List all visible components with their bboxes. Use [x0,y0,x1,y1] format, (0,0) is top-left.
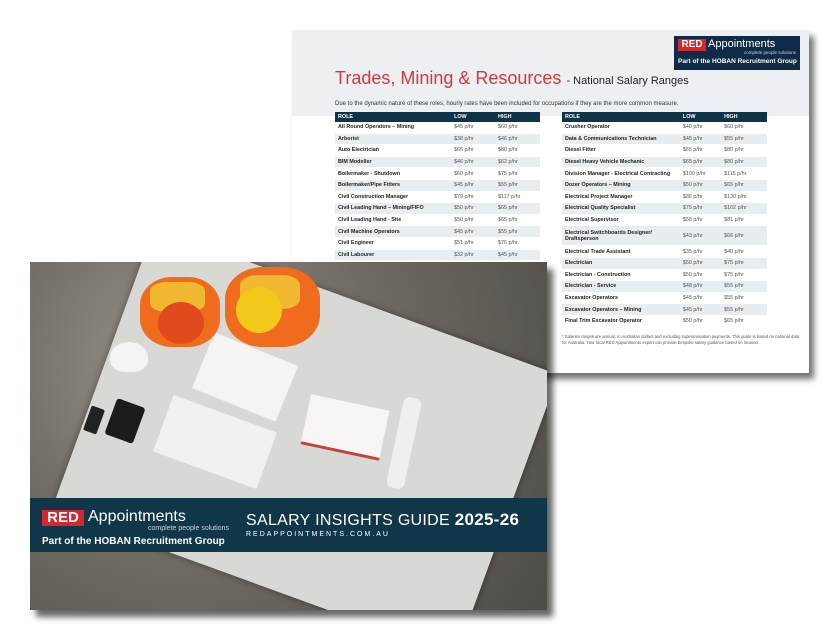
role-cell: Auto Electrician [335,145,451,157]
table-row [335,122,540,133]
page-title-main: Trades, Mining & Resources [335,68,562,88]
role-cell: Electrical Trade Assistant [562,246,680,258]
role-cell: Excavator Operators [562,292,680,304]
high-cell: $102 p/hr [721,203,767,215]
table-row [562,156,767,168]
salary-table-right [562,112,767,328]
high-cell: $40 p/hr [721,246,767,258]
table-row [562,122,767,133]
table-row [562,203,767,215]
table-row [335,156,540,168]
low-cell: $50 p/hr [680,179,721,191]
cover-photo-orange-helmet [158,302,204,344]
logo-red-mark: RED [42,510,84,526]
high-cell: $55 p/hr [721,292,767,304]
high-cell: $65 p/hr [495,203,540,215]
high-cell: $55 p/hr [495,226,540,238]
column-header-low: LOW [680,112,721,122]
role-cell: Diesel Fitter [562,145,680,157]
role-cell: Electrician - Service [562,281,680,293]
high-cell: $46 p/hr [495,133,540,145]
low-cell: $86 p/hr [680,191,721,203]
table-row [335,133,540,145]
logo-appointments-text: Appointments [708,38,776,50]
guide-title-text: SALARY INSIGHTS GUIDE [246,512,450,529]
logo-part-of: Part of the HOBAN Recruitment Group [42,536,225,547]
guide-year: 2025-26 [454,510,520,529]
role-cell: Civil Engineer [335,237,451,249]
role-cell: BIM Modeller [335,156,451,168]
salary-table-left [335,112,540,261]
role-cell: Data & Communications Technician [562,133,680,145]
table-row [562,257,767,269]
table-row [335,191,540,203]
high-cell: $76 p/hr [495,237,540,249]
table-row [562,133,767,145]
role-cell: Arborist [335,133,451,145]
intro-text: Due to the dynamic nature of these roles, hourly rates have been included for occupations if they are the more common measure. [335,101,679,107]
role-cell: Civil Leading Hand – Mining/FIFO [335,203,451,215]
table-row [562,246,767,258]
column-header-low: LOW [451,112,495,122]
cover-photo-white-helmet [110,342,148,372]
guide-title [246,510,519,530]
high-cell: $55 p/hr [721,304,767,316]
red-appointments-logo [674,36,800,70]
low-cell: $46 p/hr [451,156,495,168]
column-header-role: ROLE [335,112,451,122]
high-cell: $80 p/hr [495,145,540,157]
low-cell: $43 p/hr [680,226,721,246]
low-cell: $51 p/hr [451,237,495,249]
table-row [562,281,767,293]
table-row [562,168,767,180]
high-cell: $80 p/hr [721,145,767,157]
logo-tagline: complete people solutions [148,525,229,532]
role-cell: Dozer Operators – Mining [562,179,680,191]
low-cell: $45 p/hr [680,304,721,316]
low-cell: $60 p/hr [451,168,495,180]
table-row [562,179,767,191]
column-header-high: HIGH [495,112,540,122]
role-cell: Boilermaker - Shutdown [335,168,451,180]
table-row [562,145,767,157]
low-cell: $100 p/hr [680,168,721,180]
high-cell: $75 p/hr [495,168,540,180]
table-row [562,304,767,316]
role-cell: Division Manager - Electrical Contracting [562,168,680,180]
low-cell: $65 p/hr [451,145,495,157]
table-row [335,203,540,215]
high-cell: $117 p/hr [495,191,540,203]
low-cell: $50 p/hr [680,315,721,327]
role-cell: Crusher Operator [562,122,680,133]
high-cell: $55 p/hr [721,281,767,293]
role-cell: Civil Leading Hand - Site [335,214,451,226]
cover-title-band [30,498,547,552]
low-cell: $45 p/hr [680,133,721,145]
table-row [335,226,540,238]
role-cell: Diesel Heavy Vehicle Mechanic [562,156,680,168]
role-cell: Excavator Operators – Mining [562,304,680,316]
column-header-role: ROLE [562,112,680,122]
role-cell: Civil Construction Manager [335,191,451,203]
high-cell: $81 p/hr [721,214,767,226]
table-row [562,191,767,203]
role-cell: Civil Machine Operators [335,226,451,238]
table-row [562,226,767,246]
low-cell: $32 p/hr [451,249,495,261]
high-cell: $60 p/hr [495,122,540,133]
table-row [335,145,540,157]
role-cell: Electrical Project Manager [562,191,680,203]
high-cell: $55 p/hr [721,133,767,145]
role-cell: Electrician - Construction [562,269,680,281]
high-cell: $75 p/hr [721,269,767,281]
guide-cover [30,262,547,610]
table-row [562,315,767,327]
footnote: * Salaries ranges are annual, in Australian dollars and excluding superannuation payments. This guide is based on national data for Australia. Your local RED Appointments expert can provide bespoke salary guidance based on location. [562,334,800,345]
high-cell: $75 p/hr [721,257,767,269]
role-cell: All Round Operators – Mining [335,122,451,133]
role-cell: Civil Labourer [335,249,451,261]
low-cell: $75 p/hr [680,203,721,215]
low-cell: $65 p/hr [680,156,721,168]
table-row [335,249,540,261]
logo-appointments-text: Appointments [88,508,186,525]
high-cell: $45 p/hr [495,249,540,261]
website-link[interactable]: REDAPPOINTMENTS.COM.AU [246,531,390,538]
logo-red-mark: RED [678,39,706,51]
low-cell: $38 p/hr [451,133,495,145]
table-row [335,214,540,226]
table-row [562,269,767,281]
logo-tagline: complete people solutions [744,50,797,55]
low-cell: $50 p/hr [680,269,721,281]
table-row [335,179,540,191]
table-row [335,168,540,180]
logo-part-of: Part of the HOBAN Recruitment Group [678,58,797,65]
low-cell: $45 p/hr [451,226,495,238]
low-cell: $50 p/hr [451,214,495,226]
low-cell: $35 p/hr [680,246,721,258]
high-cell: $65 p/hr [721,179,767,191]
low-cell: $58 p/hr [680,214,721,226]
table-row [562,292,767,304]
high-cell: $55 p/hr [495,179,540,191]
high-cell: $66 p/hr [721,226,767,246]
page-subtitle: - National Salary Ranges [566,75,689,87]
table-row [335,237,540,249]
low-cell: $50 p/hr [451,203,495,215]
role-cell: Electrical Supervisor [562,214,680,226]
role-cell: Electrical Quality Specialist [562,203,680,215]
page-title [335,68,689,89]
high-cell: $115 p/hr [721,168,767,180]
low-cell: $79 p/hr [451,191,495,203]
role-cell: Final Trim Excavator Operator [562,315,680,327]
high-cell: $62 p/hr [495,156,540,168]
low-cell: $45 p/hr [680,292,721,304]
low-cell: $45 p/hr [451,122,495,133]
low-cell: $65 p/hr [680,145,721,157]
high-cell: $65 p/hr [721,315,767,327]
low-cell: $45 p/hr [451,179,495,191]
role-cell: Electrician [562,257,680,269]
low-cell: $48 p/hr [680,281,721,293]
low-cell: $40 p/hr [680,122,721,133]
high-cell: $65 p/hr [495,214,540,226]
high-cell: $130 p/hr [721,191,767,203]
cover-photo-yellow-helmet [236,287,282,333]
column-header-high: HIGH [721,112,767,122]
table-row [562,214,767,226]
high-cell: $60 p/hr [721,122,767,133]
high-cell: $80 p/hr [721,156,767,168]
role-cell: Boilermaker/Pipe Fitters [335,179,451,191]
low-cell: $50 p/hr [680,257,721,269]
role-cell: Electrical Switchboards Designer/ Draftsperson [562,226,680,246]
